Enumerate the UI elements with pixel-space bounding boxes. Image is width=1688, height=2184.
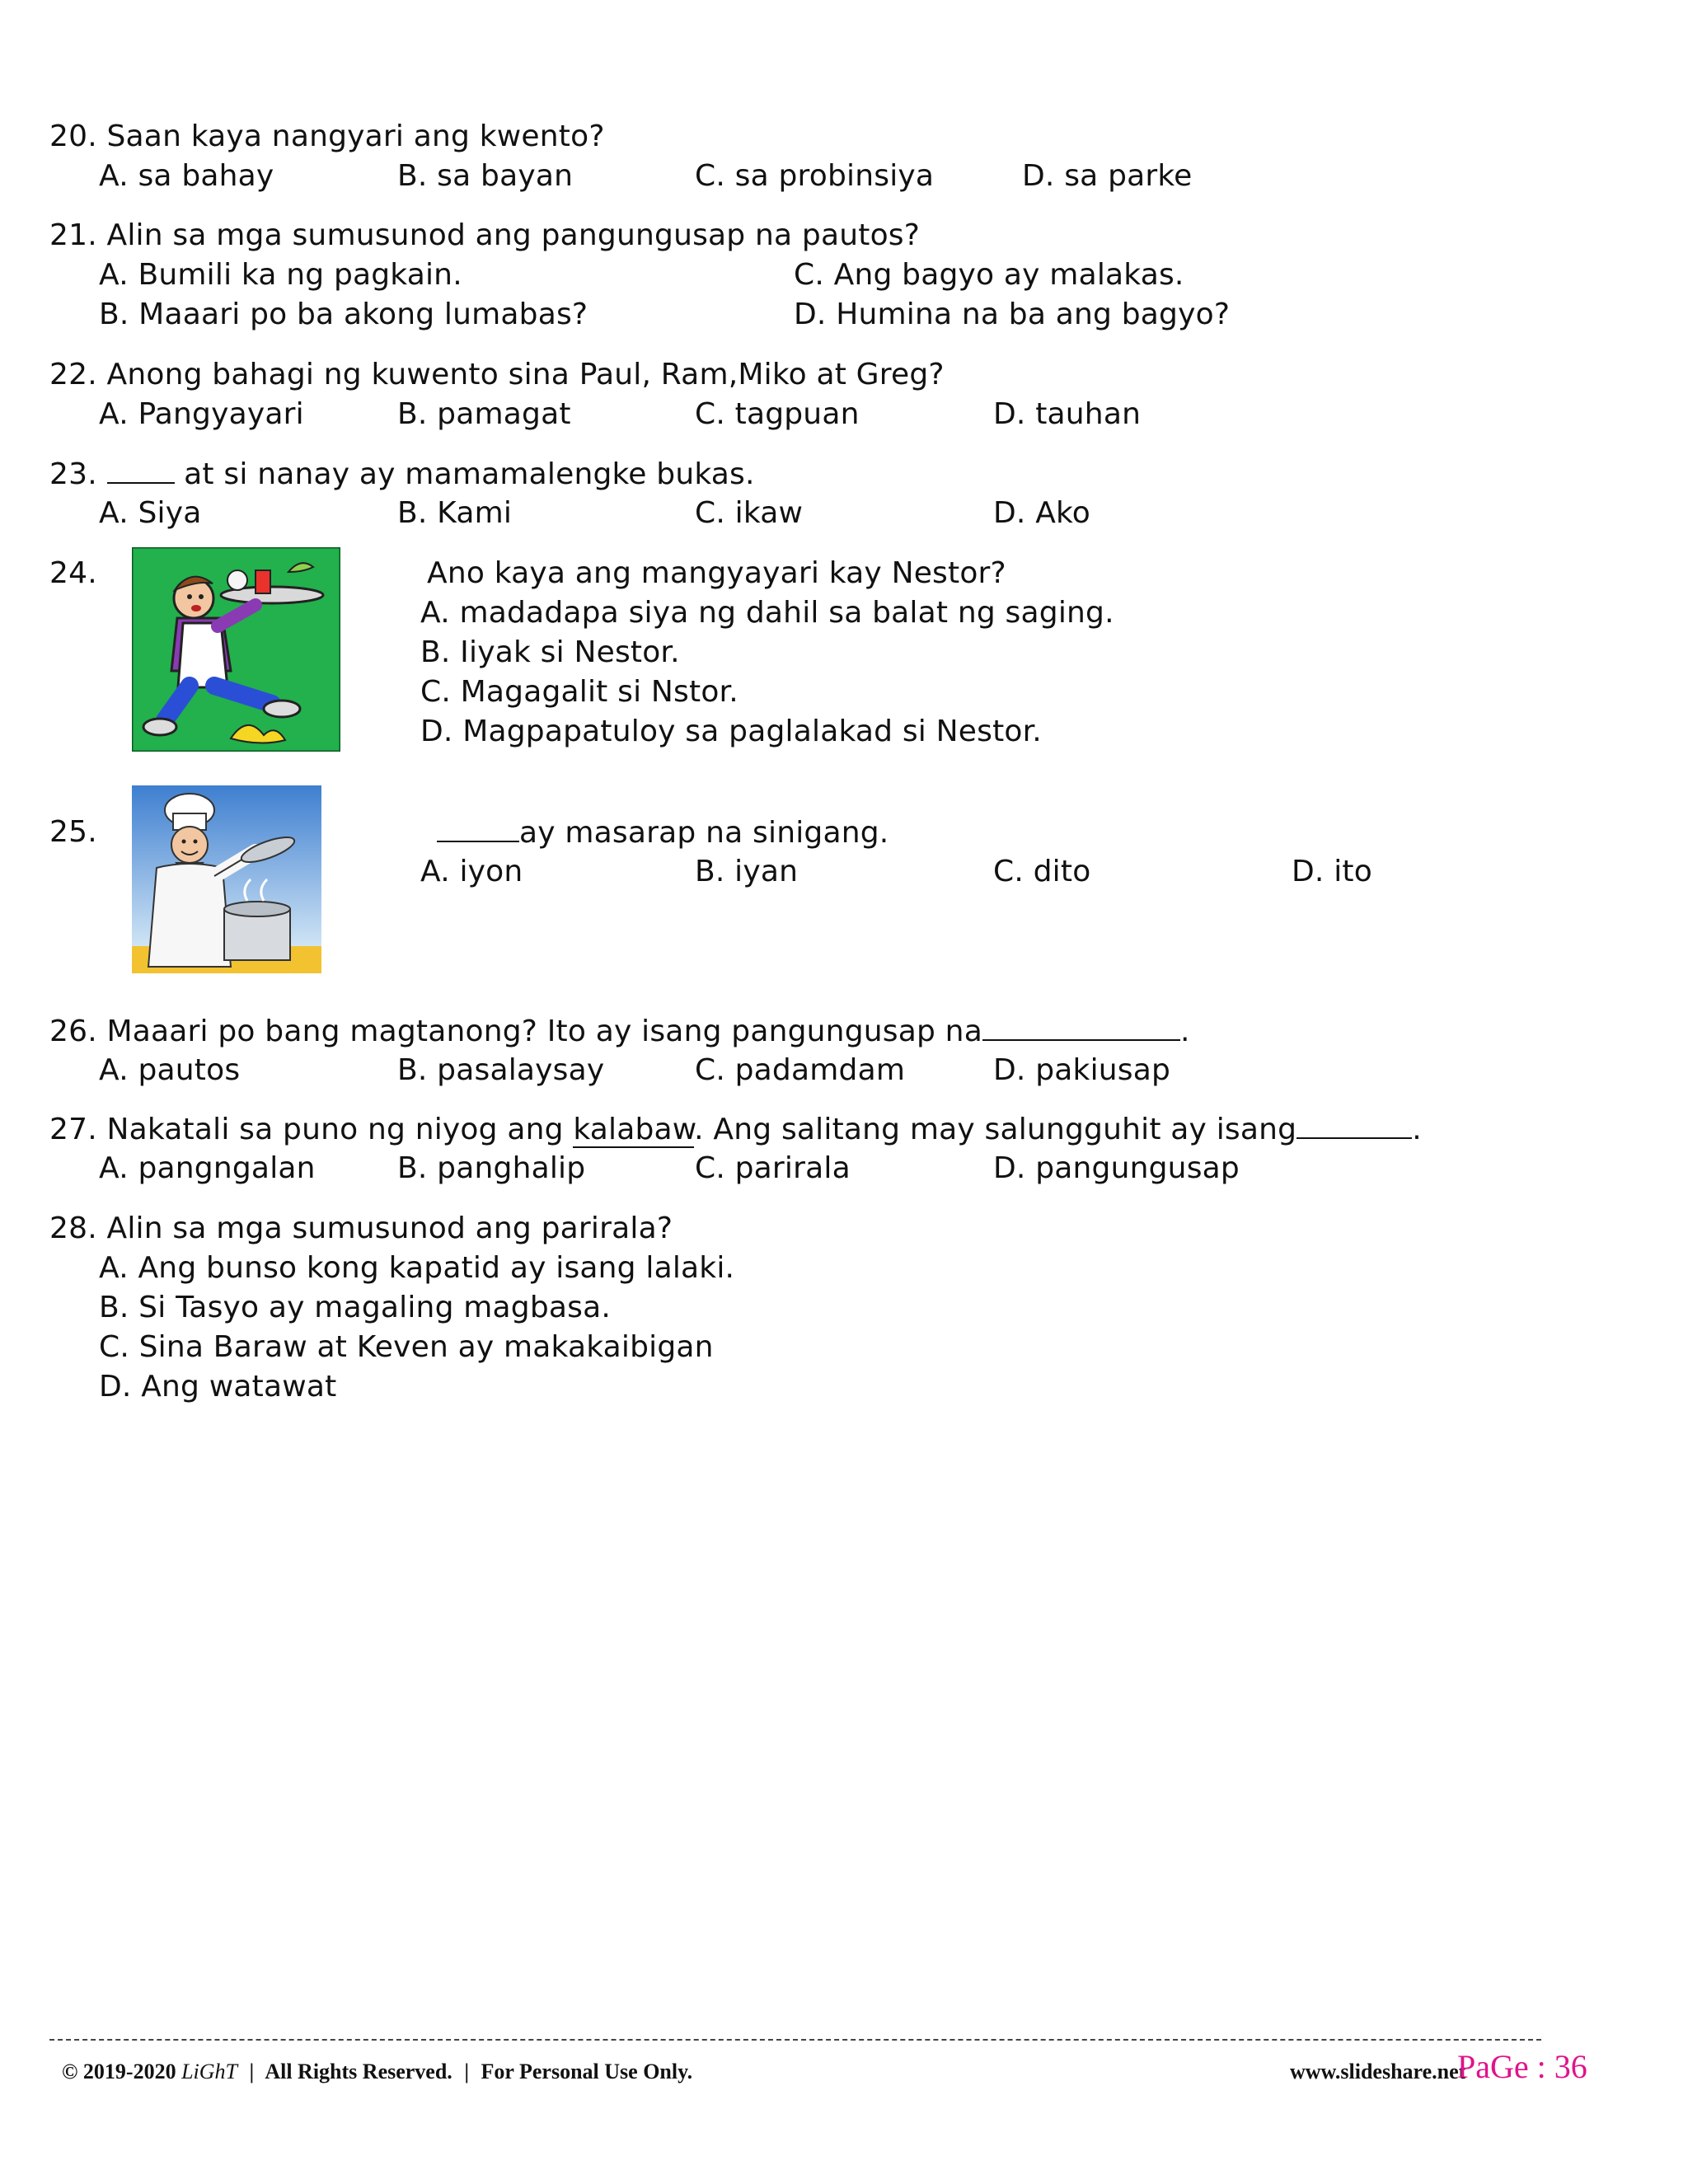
q23-stem [49,454,755,494]
q26-option-c: C. padamdam [695,1053,906,1087]
q20-option-a: A. sa bahay [99,159,274,193]
q25-number: 25. [49,815,97,849]
q26-stem-end: . [1179,1015,1190,1048]
q27-stem [49,1109,1422,1150]
q24-stem: Ano kaya ang mangyayari kay Nestor? [427,556,1006,590]
footer-copyright-year: © 2019-2020 [62,2060,176,2083]
q24-option-a: A. madadapa siya ng dahil sa balat ng saging. [420,596,1114,630]
q25-stem-text: ay masarap na sinigang. [519,816,889,850]
q22-option-c: C. tagpuan [695,397,860,431]
q28-option-a: A. Ang bunso kong kapatid ay isang lalaki. [99,1251,735,1285]
q23-option-b: B. Kami [397,496,513,530]
q20-option-b: B. sa bayan [397,159,574,193]
q27-option-b: B. panghalip [397,1151,586,1185]
q25-option-a: A. iyon [420,855,523,888]
q26-stem [49,1011,1190,1052]
q27-stem-middle: . Ang salitang may salungguhit ay isang [694,1113,1297,1146]
q21-option-b: B. Maaari po ba akong lumabas? [99,298,588,331]
q20-option-c: C. sa probinsiya [695,159,935,193]
q25-chef-image [132,785,321,973]
q27-stem-end: . [1412,1113,1422,1146]
footer-brand: LiGhT [181,2060,238,2083]
q25-option-d: D. ito [1292,855,1372,888]
q25-option-b: B. iyan [695,855,799,888]
q26-option-d: D. pakiusap [993,1053,1171,1087]
q24-option-b: B. Iiyak si Nestor. [420,635,680,669]
q25-option-c: C. dito [993,855,1091,888]
footer-divider [49,2039,1541,2041]
q24-option-c: C. Magagalit si Nstor. [420,675,738,709]
q28-option-c: C. Sina Baraw at Keven ay makakaibigan [99,1330,714,1364]
q23-stem-text: at si nanay ay mamamalengke bukas. [184,457,755,491]
q27-answer-blank [1296,1109,1412,1139]
q21-stem: 21. Alin sa mga sumusunod ang pangungusap na pautos? [49,218,921,252]
q25-answer-blank [437,813,519,842]
footer-separator: | [249,2060,255,2083]
q23-option-d: D. Ako [993,496,1091,530]
q26-answer-blank [982,1011,1180,1041]
q27-option-c: C. parirala [695,1151,851,1185]
q27-underlined-word: kalabaw [573,1113,695,1146]
footer-copyright [62,2059,692,2085]
q27-option-a: A. pangngalan [99,1151,316,1185]
q27-option-d: D. pangungusap [993,1151,1240,1185]
q28-option-d: D. Ang watawat [99,1370,337,1404]
footer-separator: | [464,2060,470,2083]
footer-usage-note: For Personal Use Only. [481,2060,693,2083]
q21-option-c: C. Ang bagyo ay malakas. [794,258,1184,292]
footer-rights: All Rights Reserved. [265,2060,452,2083]
q27-stem-start: 27. Nakatali sa puno ng niyog ang [49,1113,574,1146]
q23-option-a: A. Siya [99,496,202,530]
q24-slipping-waiter-image [132,547,340,752]
q22-option-a: A. Pangyayari [99,397,304,431]
footer-site-link[interactable]: www.slideshare.net [1290,2060,1466,2083]
q28-option-b: B. Si Tasyo ay magaling magbasa. [99,1291,612,1324]
q24-option-d: D. Magpapatuloy sa paglalakad si Nestor. [420,715,1042,748]
q24-number: 24. [49,556,97,590]
q21-option-a: A. Bumili ka ng pagkain. [99,258,462,292]
page-number: PaGe : 36 [1457,2048,1587,2085]
q22-option-b: B. pamagat [397,397,571,431]
q26-option-b: B. pasalaysay [397,1053,605,1087]
q23-answer-blank [107,454,175,484]
q21-option-d: D. Humina na ba ang bagyo? [794,298,1231,331]
q25-stem [437,813,889,853]
q26-stem-text: 26. Maaari po bang magtanong? Ito ay isang pangungusap na [49,1015,982,1048]
q22-stem: 22. Anong bahagi ng kuwento sina Paul, Ram,Miko at Greg? [49,358,945,391]
q20-option-d: D. sa parke [1022,159,1193,193]
q20-stem: 20. Saan kaya nangyari ang kwento? [49,120,605,153]
q23-option-c: C. ikaw [695,496,804,530]
q22-option-d: D. tauhan [993,397,1142,431]
q28-stem: 28. Alin sa mga sumusunod ang parirala? [49,1212,673,1245]
q23-number: 23. [49,457,97,491]
q26-option-a: A. pautos [99,1053,241,1087]
